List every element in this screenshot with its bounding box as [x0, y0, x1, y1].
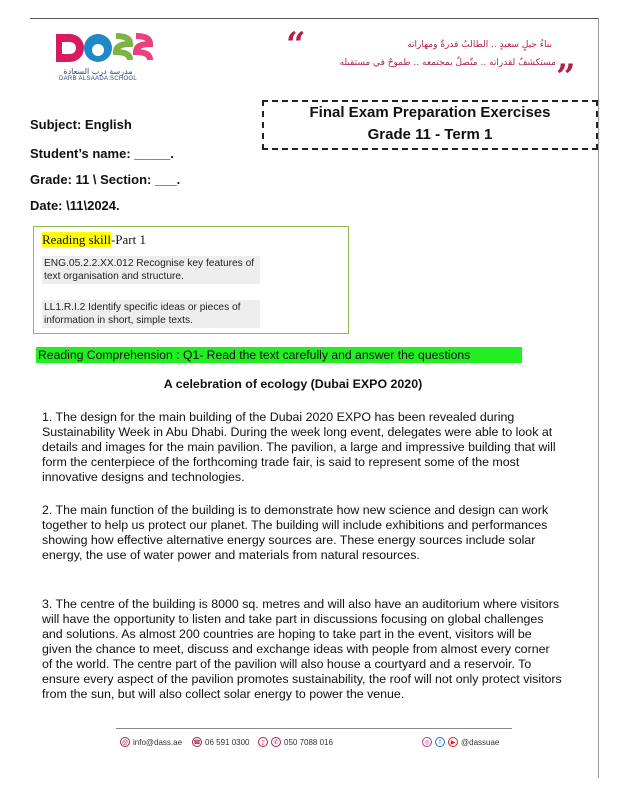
footer-social-text: @dassuae: [461, 737, 500, 747]
student-name-field: Student’s name: _____.: [30, 146, 175, 161]
footer-email-text: info@dass.ae: [133, 737, 183, 747]
email-icon: @: [120, 737, 130, 747]
top-divider: [30, 18, 598, 19]
facebook-icon: f: [435, 737, 445, 747]
reading-skill-title: [42, 232, 146, 248]
exam-grade-term: Grade 11 - Term 1: [367, 126, 493, 143]
footer-social: [422, 737, 499, 747]
article-paragraph-1: 1. The design for the main building of the Dubai 2020 EXPO has been revealed during Sustainability Week in Abu Dhabi. During the week long event, delegates were able to look at details and images for the main pavilion. The pavilion, a large and impressive building that will form the centerpiece of the forthcoming trade fair, is said to represent some of the most innovative designs and technologies.: [42, 410, 556, 484]
instagram-icon: ◎: [422, 737, 432, 747]
footer-mobile: [258, 737, 333, 747]
close-quote-icon: ”: [556, 57, 576, 97]
side-divider: [598, 18, 599, 778]
footer-email: [120, 737, 182, 747]
reading-skill-part: -Part 1: [110, 232, 146, 247]
date-field: Date: \11\2024.: [30, 198, 120, 213]
exam-title: Final Exam Preparation Exercises: [309, 104, 551, 121]
open-quote-icon: “: [286, 25, 306, 65]
learning-outcome-2: LL1.R.I.2 Identify specific ideas or pieces of information in short, simple texts.: [42, 300, 260, 328]
article-title: A celebration of ecology (Dubai EXPO 2020): [163, 377, 423, 391]
subject-label: Subject: English: [30, 117, 132, 132]
quote-line-1: بناءُ جيلٍ سعيدٍ .. الطالبُ قدرةٌ ومهاراته: [407, 40, 552, 50]
youtube-icon: ▶: [448, 737, 458, 747]
school-name-english: DARB ALSAADA SCHOOL: [58, 76, 138, 82]
article-paragraph-2: 2. The main function of the building is to demonstrate how new science and design can work together to help us protect our planet. The building will include exhibitions and performances showing how effective alternative energy sources are. These energy sources include solar energy, the use of water power and materials from natural resources.: [42, 503, 549, 562]
instruction-text: Reading Comprehension : Q1- Read the text carefully and answer the questions: [38, 348, 471, 362]
phone-icon: ☎: [192, 737, 202, 747]
article-paragraph-3: 3. The centre of the building is 8000 sq. metres and will also have an auditorium where visitors will have the opportunity to listen and take part in discussions focusing on global challenges and solutions. As almost 200 countries are hoping to take part in the event, visitors will be given the chance to meet, discuss and exchange ideas with people from almost every corner of the world. The centre part of the pavilion will also house a courtyard and a reservoir. To ensure every aspect of the pavilion promotes sustainability, the roof will not only protect visitors from the sun, but will also collect solar energy to power the venue.: [42, 597, 562, 701]
mobile-icon: ▯: [258, 737, 268, 747]
grade-section-field: Grade: 11 \ Section: ___.: [30, 172, 181, 187]
footer-mobile-text: 050 7088 016: [284, 737, 333, 747]
learning-outcome-1: ENG.05.2.2.XX.012 Recognise key features of text organisation and structure.: [42, 256, 260, 284]
whatsapp-icon: ✆: [271, 737, 281, 747]
footer-phone-text: 06 591 0300: [205, 737, 250, 747]
footer-divider: [116, 728, 512, 729]
school-name-arabic: مدرسة درب السعادة: [63, 67, 133, 76]
quote-line-2: مستكشفٌ لقدراته .. متّصلٌ بمجتمعه .. طموحٌ في مستقبله: [339, 58, 556, 68]
footer-phone: [192, 737, 250, 747]
reading-skill-highlight: Reading skill: [42, 232, 111, 247]
